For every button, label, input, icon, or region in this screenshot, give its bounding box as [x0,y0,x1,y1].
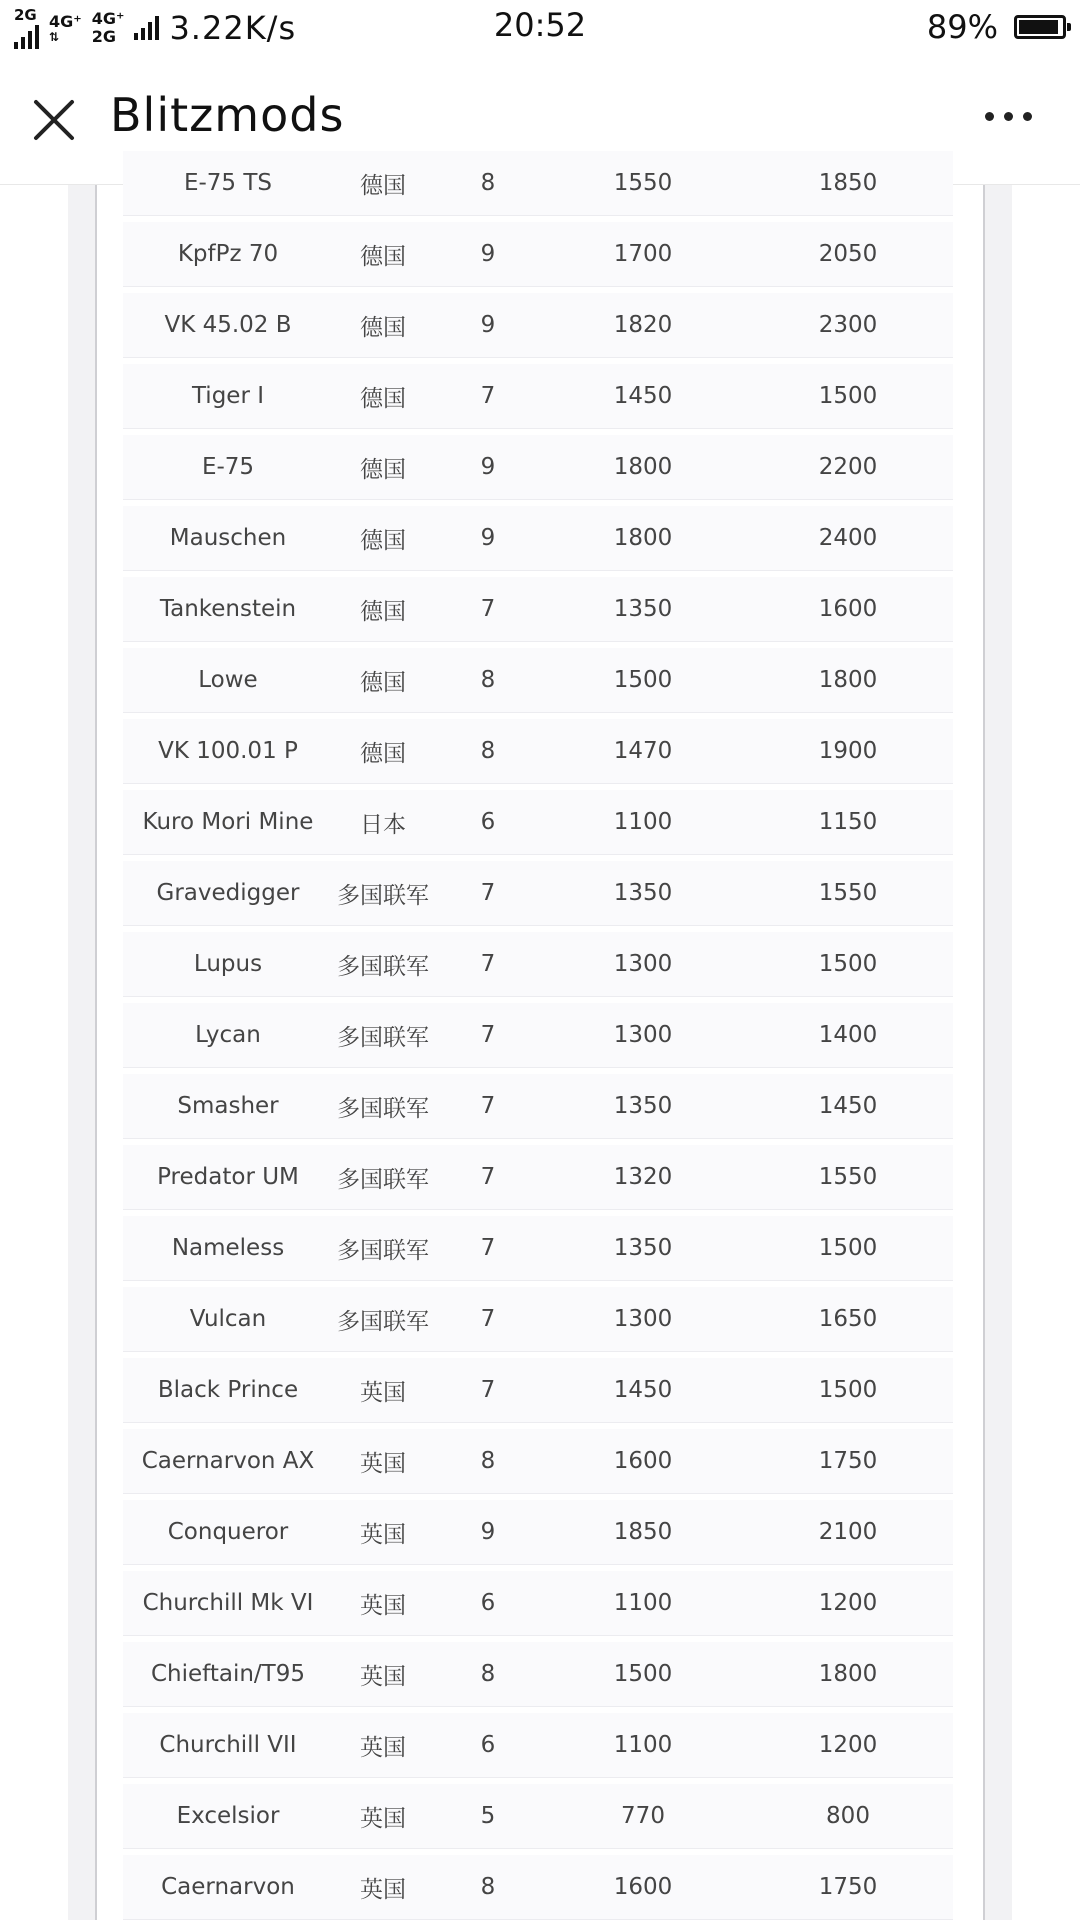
tank-name-cell: VK 45.02 B [164,312,292,338]
more-icon [985,112,994,121]
tank-name-cell: Mauschen [169,525,287,551]
value-a-cell: 1600 [613,1874,673,1900]
nation-cell: 多国联军 [337,882,429,909]
tank-name-cell: Excelsior [176,1803,280,1829]
tier-cell: 8 [480,738,496,764]
table-row [123,1784,953,1849]
value-a-cell: 1500 [613,667,673,693]
nation-cell: 多国联军 [337,953,429,980]
value-b-cell: 1500 [818,1235,878,1261]
table-row [123,577,953,642]
table-row [123,861,953,926]
tank-name-cell: Lupus [193,951,263,977]
tier-cell: 7 [480,1093,496,1119]
nation-cell: 英国 [360,1805,406,1832]
value-a-cell: 1320 [613,1164,673,1190]
tier-cell: 9 [480,312,496,338]
value-b-cell: 1200 [818,1732,878,1758]
table-row [123,1358,953,1423]
network-type-1: 2G [14,5,37,24]
tank-name-cell: KpfPz 70 [177,241,279,267]
value-a-cell: 1300 [613,1022,673,1048]
value-b-cell: 1450 [818,1093,878,1119]
value-a-cell: 1800 [613,525,673,551]
battery-icon [1014,15,1066,39]
table-row [123,719,953,784]
table-row [123,932,953,997]
nation-cell: 英国 [360,1663,406,1690]
table-row [123,1500,953,1565]
value-b-cell: 2400 [818,525,878,551]
tier-cell: 6 [480,809,496,835]
nation-cell: 德国 [360,598,406,625]
tier-cell: 5 [480,1803,496,1829]
close-button[interactable] [30,96,78,144]
tank-name-cell: Lycan [195,1022,261,1048]
value-b-cell: 2300 [818,312,878,338]
tank-name-cell: Caernarvon [161,1874,295,1900]
more-button[interactable] [985,112,1032,121]
value-a-cell: 1450 [613,383,673,409]
value-b-cell: 1600 [818,596,878,622]
table-row [123,151,953,216]
nation-cell: 德国 [360,314,406,341]
table-row [123,364,953,429]
battery-percent: 89% [926,8,998,46]
table-row [123,1003,953,1068]
tank-name-cell: Predator UM [157,1164,299,1190]
value-b-cell: 2200 [818,454,878,480]
tank-name-cell: Gravedigger [156,880,300,906]
value-b-cell: 1800 [818,1661,878,1687]
tier-cell: 9 [480,525,496,551]
tank-name-cell: Black Prince [157,1377,299,1403]
nation-cell: 多国联军 [337,1024,429,1051]
value-a-cell: 1100 [613,1732,673,1758]
value-a-cell: 1850 [613,1519,673,1545]
tier-cell: 8 [480,667,496,693]
nation-cell: 德国 [360,172,406,199]
table-row [123,1642,953,1707]
table-row [123,1429,953,1494]
nation-cell: 英国 [360,1450,406,1477]
value-b-cell: 2050 [818,241,878,267]
value-a-cell: 1350 [613,1093,673,1119]
nation-cell: 英国 [360,1734,406,1761]
tank-name-cell: Kuro Mori Mine [142,809,314,835]
status-bar [0,0,1080,56]
value-b-cell: 1500 [818,951,878,977]
network-type-3: 4G⁺ 2G [91,9,125,46]
tier-cell: 8 [480,1448,496,1474]
value-b-cell: 1650 [818,1306,878,1332]
table-row [123,1074,953,1139]
value-b-cell: 1200 [818,1590,878,1616]
value-b-cell: 1750 [818,1874,878,1900]
nation-cell: 英国 [360,1521,406,1548]
nation-cell: 德国 [360,243,406,270]
value-a-cell: 770 [621,1803,665,1829]
value-b-cell: 1550 [818,1164,878,1190]
close-icon [30,96,78,144]
tier-cell: 8 [480,1661,496,1687]
tank-name-cell: Tiger I [191,383,265,409]
value-b-cell: 1500 [818,1377,878,1403]
value-a-cell: 1470 [613,738,673,764]
value-a-cell: 1100 [613,809,673,835]
web-content[interactable] [0,170,1080,1920]
tank-name-cell: Churchill Mk VI [142,1590,314,1616]
tank-name-cell: Chieftain/T95 [150,1661,305,1687]
value-a-cell: 1350 [613,1235,673,1261]
value-b-cell: 1550 [818,880,878,906]
value-a-cell: 1350 [613,596,673,622]
nation-cell: 英国 [360,1592,406,1619]
tier-cell: 9 [480,1519,496,1545]
tier-cell: 9 [480,241,496,267]
tank-name-cell: Lowe [198,667,258,693]
table-row [123,293,953,358]
tier-cell: 6 [480,1732,496,1758]
value-a-cell: 1550 [613,170,673,196]
table-row [123,1287,953,1352]
table-row [123,1145,953,1210]
page-title: Blitzmods [110,88,345,142]
value-a-cell: 1300 [613,951,673,977]
tier-cell: 7 [480,596,496,622]
tier-cell: 7 [480,1377,496,1403]
table-row [123,648,953,713]
nation-cell: 德国 [360,669,406,696]
nation-cell: 德国 [360,740,406,767]
value-b-cell: 1400 [818,1022,878,1048]
value-b-cell: 1750 [818,1448,878,1474]
tier-cell: 7 [480,1164,496,1190]
value-a-cell: 1500 [613,1661,673,1687]
tier-cell: 9 [480,454,496,480]
tier-cell: 8 [480,1874,496,1900]
tank-name-cell: Nameless [171,1235,285,1261]
network-type-2: 4G⁺ ⇅ [49,12,82,44]
nation-cell: 多国联军 [337,1095,429,1122]
nation-cell: 多国联军 [337,1166,429,1193]
nation-cell: 德国 [360,385,406,412]
tank-name-cell: Caernarvon AX [141,1448,315,1474]
clock: 20:52 [493,6,587,44]
tank-name-cell: Conqueror [167,1519,289,1545]
table-row [123,1216,953,1281]
tier-cell: 8 [480,170,496,196]
tier-cell: 7 [480,880,496,906]
tank-name-cell: E-75 [201,454,255,480]
nation-cell: 日本 [360,811,406,838]
value-b-cell: 1500 [818,383,878,409]
table-row [123,222,953,287]
tier-cell: 7 [480,1306,496,1332]
nation-cell: 英国 [360,1876,406,1903]
value-a-cell: 1800 [613,454,673,480]
value-b-cell: 1900 [818,738,878,764]
network-speed: 3.22K/s [169,9,297,47]
tier-cell: 7 [480,383,496,409]
table-row [123,435,953,500]
value-a-cell: 1300 [613,1306,673,1332]
tank-name-cell: VK 100.01 P [158,738,298,764]
tank-name-cell: Smasher [177,1093,279,1119]
value-a-cell: 1700 [613,241,673,267]
tank-table [123,151,953,1926]
tier-cell: 6 [480,1590,496,1616]
tank-name-cell: Vulcan [189,1306,267,1332]
tier-cell: 7 [480,1235,496,1261]
tank-name-cell: Tankenstein [159,596,297,622]
tier-cell: 7 [480,1022,496,1048]
table-row [123,1855,953,1920]
table-row [123,790,953,855]
value-a-cell: 1350 [613,880,673,906]
nation-cell: 多国联军 [337,1308,429,1335]
value-a-cell: 1100 [613,1590,673,1616]
tank-name-cell: Churchill VII [159,1732,297,1758]
table-row [123,506,953,571]
status-right [927,8,1066,46]
nation-cell: 英国 [360,1379,406,1406]
value-b-cell: 1150 [818,809,878,835]
nation-cell: 多国联军 [337,1237,429,1264]
table-row [123,1713,953,1778]
nation-cell: 德国 [360,456,406,483]
value-a-cell: 1450 [613,1377,673,1403]
value-b-cell: 1800 [818,667,878,693]
value-a-cell: 1600 [613,1448,673,1474]
table-row [123,1571,953,1636]
tank-name-cell: E-75 TS [183,170,273,196]
value-a-cell: 1820 [613,312,673,338]
value-b-cell: 800 [826,1803,870,1829]
nation-cell: 德国 [360,527,406,554]
value-b-cell: 1850 [818,170,878,196]
tier-cell: 7 [480,951,496,977]
value-b-cell: 2100 [818,1519,878,1545]
